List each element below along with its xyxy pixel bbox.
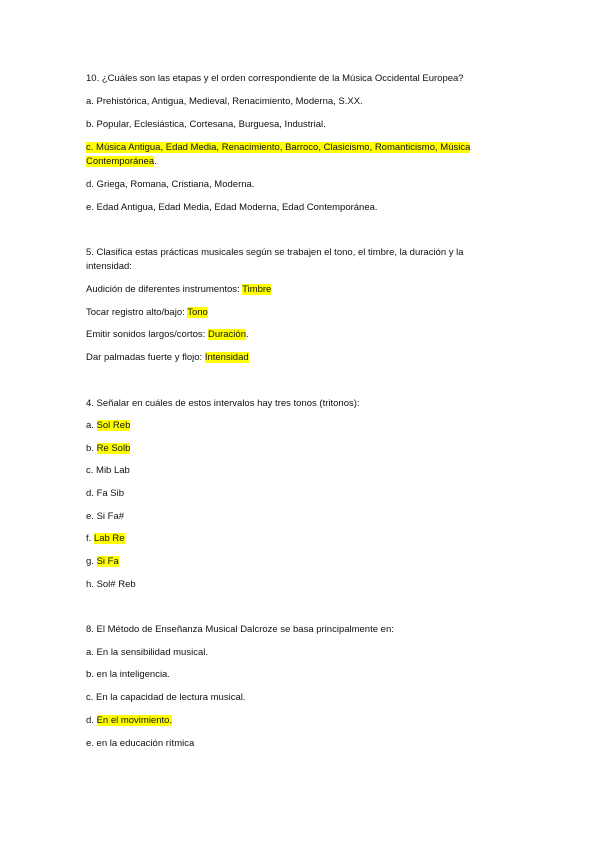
- q4-option-letter: e.: [86, 511, 97, 522]
- q10-option-a: a. Prehistórica, Antigua, Medieval, Renacimiento, Moderna, S.XX.: [86, 96, 363, 107]
- q4-option-letter: c.: [86, 465, 97, 476]
- q10-option-c-end: .: [154, 156, 157, 167]
- q10-option-c-line1: [86, 140, 506, 155]
- q4-option: [86, 418, 506, 433]
- q8-option-e: e. en la educación rítmica: [86, 738, 195, 749]
- q4-option-text: Sol# Reb: [96, 579, 136, 590]
- q4-option: [86, 441, 506, 456]
- q8-option-b: b. en la inteligencia.: [86, 669, 170, 680]
- q10-option-d: d. Griega, Romana, Cristiana, Moderna.: [86, 179, 255, 190]
- q10-question: 10. ¿Cuáles son las etapas y el orden correspondiente de la Música Occidental Europea?: [86, 73, 464, 84]
- q4-question: 4. Señalar en cuáles de estos intervalos hay tres tonos (tritonos):: [86, 398, 360, 409]
- q4-option-letter: h.: [86, 579, 97, 590]
- q8-option-c: c. En la capacidad de lectura musical.: [86, 692, 246, 703]
- q5-item-answer: Duración: [207, 329, 246, 340]
- q5-question-line2: intensidad:: [86, 261, 132, 272]
- q4-option: [86, 486, 506, 501]
- q4-option-text: Lab Re: [93, 533, 125, 544]
- q5-item-label: Audición de diferentes instrumentos:: [86, 284, 243, 295]
- q5-item-answer: Tono: [187, 307, 208, 318]
- q8-option-d-answer: En el movimiento.: [96, 715, 173, 726]
- q10-option-c-highlight-2: Contemporánea: [86, 156, 155, 167]
- q4-option-text: Fa Sib: [96, 488, 125, 499]
- q5-item-timbre: [86, 282, 506, 297]
- q8-question: 8. El Método de Enseñanza Musical Dalcroze se basa principalmente en:: [86, 624, 394, 635]
- q10-option-b: b. Popular, Eclesiástica, Cortesana, Burguesa, Industrial.: [86, 119, 326, 130]
- q5-item-label: Emitir sonidos largos/cortos:: [86, 329, 208, 340]
- q4-option: [86, 531, 506, 546]
- q10-option-c-line2: [86, 154, 506, 169]
- q5-question-line1: 5. Clasifica estas prácticas musicales según se trabajen el tono, el timbre, la duración y la: [86, 247, 464, 258]
- q8-option-a: a. En la sensibilidad musical.: [86, 647, 208, 658]
- q4-option-letter: d.: [86, 488, 97, 499]
- q4-option: [86, 554, 506, 569]
- q4-option-letter: b.: [86, 443, 97, 454]
- q4-option: [86, 509, 506, 524]
- q10-option-e: e. Edad Antigua, Edad Media, Edad Moderna, Edad Contemporánea.: [86, 202, 378, 213]
- q10-option-c-highlight: c. Música Antigua, Edad Media, Renacimiento, Barroco, Clasicismo, Romanticismo, Música: [86, 142, 471, 153]
- q4-option-letter: f.: [86, 533, 94, 544]
- q8-option-d-letter: d.: [86, 715, 97, 726]
- q4-option: [86, 463, 506, 478]
- q5-item-label: Dar palmadas fuerte y flojo:: [86, 352, 205, 363]
- q5-item-answer: Timbre: [242, 284, 272, 295]
- q4-option-letter: g.: [86, 556, 97, 567]
- q5-item-label: Tocar registro alto/bajo:: [86, 307, 188, 318]
- q4-option-text: Re Solb: [96, 443, 131, 454]
- q4-option-text: Si Fa#: [96, 511, 125, 522]
- q5-item-suffix: .: [246, 329, 249, 340]
- q4-option-letter: a.: [86, 420, 97, 431]
- q5-item-answer: Intensidad: [204, 352, 249, 363]
- q5-item-duracion: [86, 327, 506, 342]
- q4-option: [86, 577, 506, 592]
- q5-item-intensidad: [86, 350, 506, 365]
- q8-option-d: [86, 713, 506, 728]
- q4-option-text: Mib Lab: [96, 465, 130, 476]
- q4-option-text: Sol Reb: [96, 420, 131, 431]
- q4-option-text: Si Fa: [96, 556, 119, 567]
- q5-item-tono: [86, 305, 506, 320]
